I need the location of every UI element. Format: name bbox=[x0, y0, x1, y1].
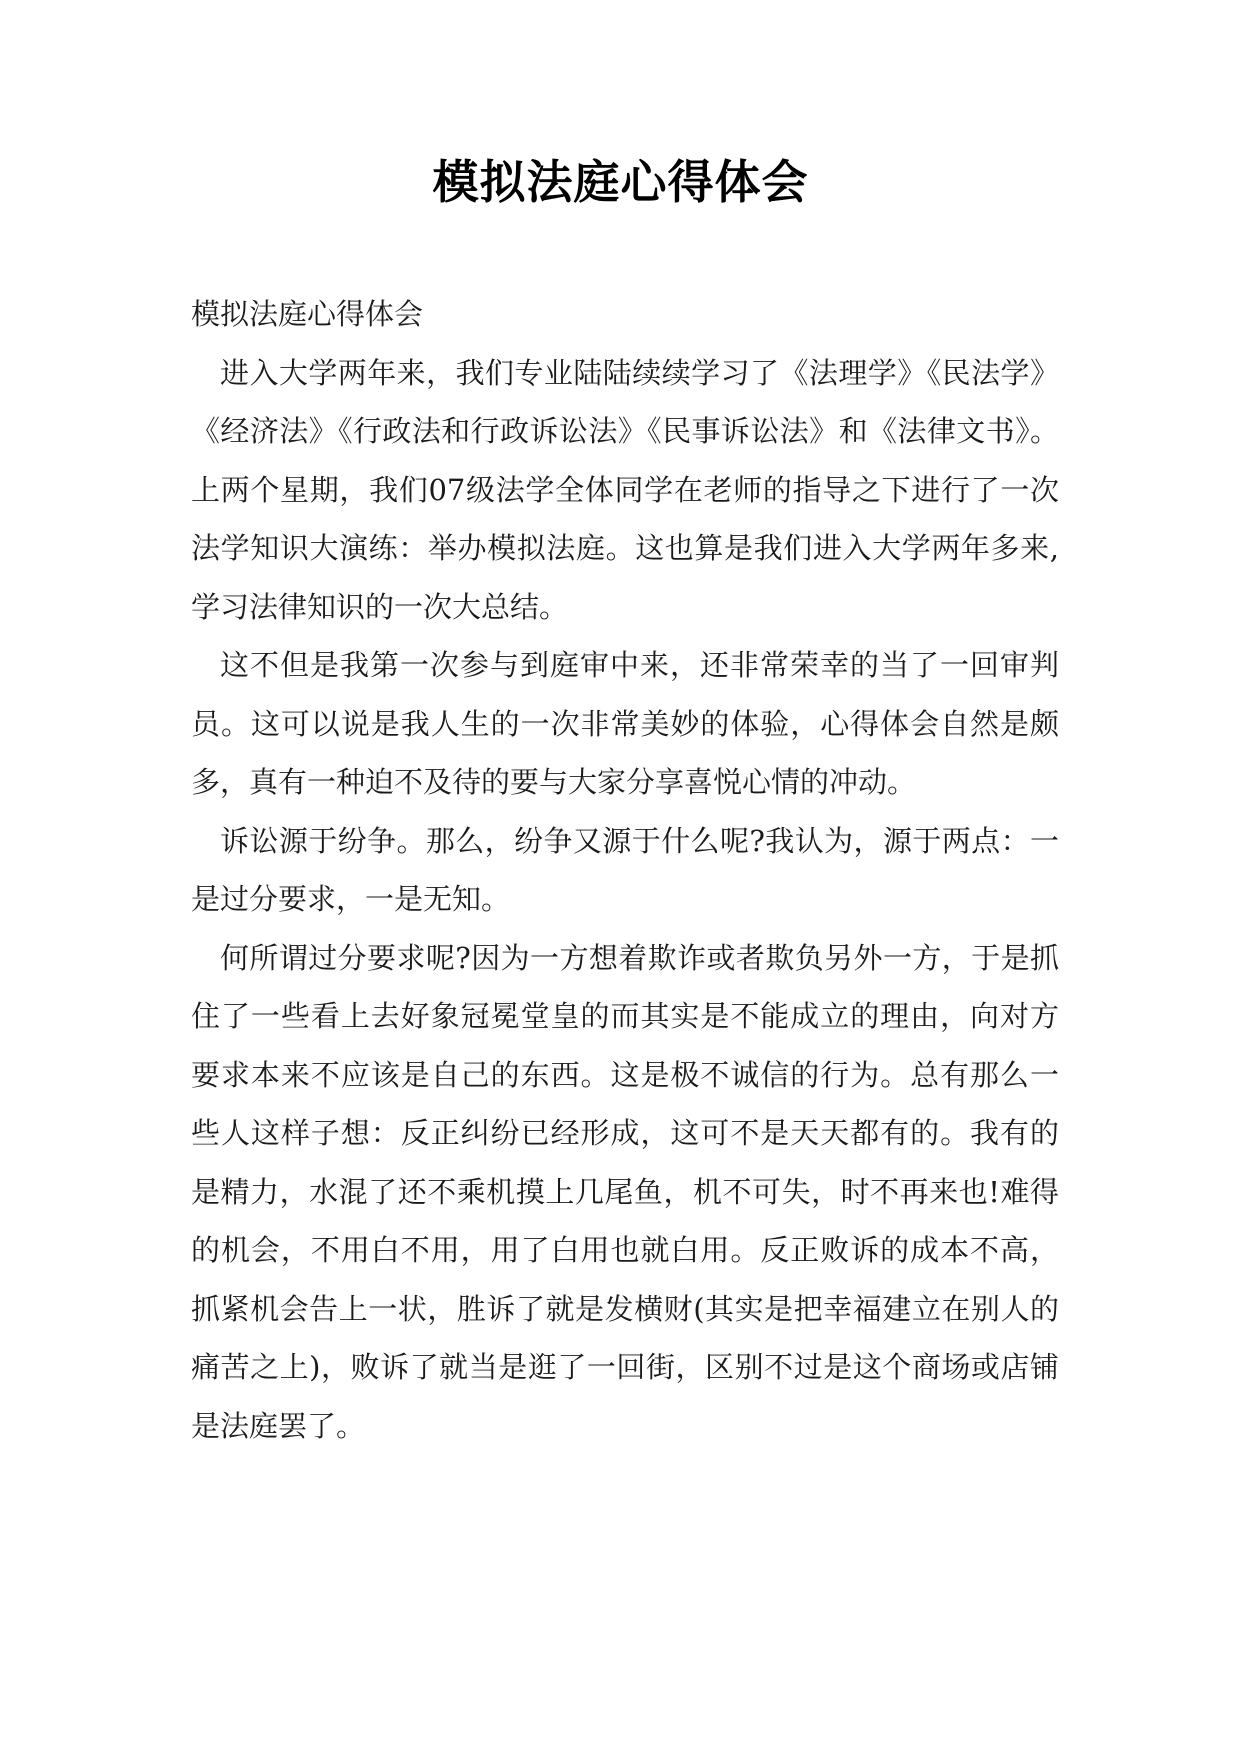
paragraph: 诉讼源于纷争。那么，纷争又源于什么呢?我认为，源于两点：一是过分要求，一是无知。 bbox=[191, 823, 1059, 916]
paragraph: 这不但是我第一次参与到庭审中来，还非常荣幸的当了一回审判员。这可以说是我人生的一次非常美妙的体验，心得体会自然是颇多，真有一种迫不及待的要与大家分享喜悦心情的冲动。 bbox=[191, 648, 1059, 799]
document-title: 模拟法庭心得体会 bbox=[432, 155, 809, 209]
paragraph: 进入大学两年来，我们专业陆陆续续学习了《法理学》《民法学》《经济法》《行政法和行政诉讼法》《民事诉讼法》和《法律文书》。上两个星期，我们07级法学全体同学在老师的指导之下进行了一次法学知识大演练：举办模拟法庭。这也算是我们进入大学两年多来,学习法律知识的一次大总结。 bbox=[191, 355, 1059, 624]
document-subtitle: 模拟法庭心得体会 bbox=[191, 297, 424, 331]
paragraph: 何所谓过分要求呢?因为一方想着欺诈或者欺负另外一方，于是抓住了一些看上去好象冠冕堂皇的而其实是不能成立的理由，向对方要求本来不应该是自己的东西。这是极不诚信的行为。总有那么一些人这样子想：反正纠纷已经形成，这可不是天天都有的。我有的是精力，水混了还不乘机摸上几尾鱼，机不可失，时不再来也!难得的机会，不用白不用，用了白用也就白用。反正败诉的成本不高，抓紧机会告上一状，胜诉了就是发横财(其实是把幸福建立在别人的痛苦之上)，败诉了就当是逛了一回街，区别不过是这个商场或店铺是法庭罢了。 bbox=[191, 940, 1059, 1443]
document-body bbox=[191, 285, 1059, 1455]
